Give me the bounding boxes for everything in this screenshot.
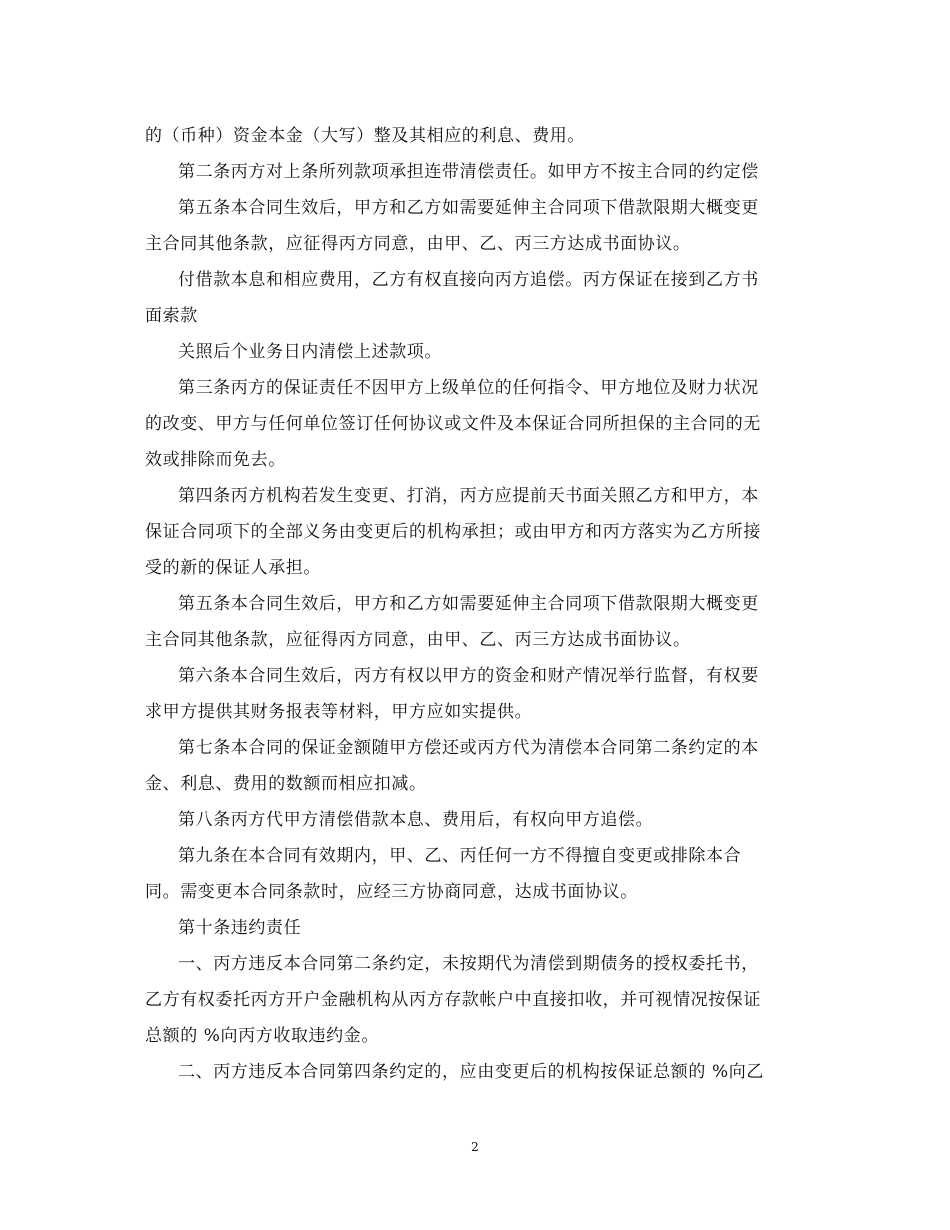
text-line: 第四条丙方机构若发生变更、打消，丙方应提前天书面关照乙方和甲方，本 — [178, 486, 759, 506]
text-line: 二、丙方违反本合同第四条约定的，应由变更后的机构按保证总额的 %向乙 — [178, 1062, 764, 1082]
text-line: 乙方有权委托丙方开户金融机构从丙方存款帐户中直接扣收，并可视情况按保证 — [145, 990, 761, 1010]
text-line: 一、丙方违反本合同第二条约定，未按期代为清偿到期债务的授权委托书， — [178, 954, 759, 974]
text-line: 主合同其他条款，应征得丙方同意，由甲、乙、丙三方达成书面协议。 — [145, 234, 691, 254]
text-line: 第三条丙方的保证责任不因甲方上级单位的任何指令、甲方地位及财力状况 — [178, 378, 759, 398]
page-number: 2 — [471, 1140, 479, 1154]
text-line: 第五条本合同生效后，甲方和乙方如需要延伸主合同项下借款限期大概变更 — [178, 198, 759, 218]
text-line: 同。需变更本合同条款时，应经三方协商同意，达成书面协议。 — [145, 882, 638, 902]
text-line: 第十条违约责任 — [178, 918, 302, 938]
text-line: 面索款 — [145, 306, 198, 326]
text-line: 关照后个业务日内清偿上述款项。 — [178, 342, 442, 362]
text-line: 的改变、甲方与任何单位签订任何协议或文件及本保证合同所担保的主合同的无 — [145, 414, 761, 434]
text-line: 保证合同项下的全部义务由变更后的机构承担；或由甲方和丙方落实为乙方所接 — [145, 522, 761, 542]
text-line: 的（币种）资金本金（大写）整及其相应的利息、费用。 — [145, 126, 585, 146]
text-line: 效或排除而免去。 — [145, 450, 286, 470]
text-line: 第二条丙方对上条所列款项承担连带清偿责任。如甲方不按主合同的约定偿 — [178, 162, 759, 182]
text-line: 第八条丙方代甲方清偿借款本息、费用后，有权向甲方追偿。 — [178, 810, 654, 830]
text-line: 第七条本合同的保证金额随甲方偿还或丙方代为清偿本合同第二条约定的本 — [178, 738, 759, 758]
text-line: 主合同其他条款，应征得丙方同意，由甲、乙、丙三方达成书面协议。 — [145, 630, 691, 650]
text-line: 金、利息、费用的数额而相应扣减。 — [145, 774, 427, 794]
text-line: 求甲方提供其财务报表等材料，甲方应如实提供。 — [145, 702, 533, 722]
text-line: 第九条在本合同有效期内，甲、乙、丙任何一方不得擅自变更或排除本合 — [178, 846, 742, 866]
text-line: 第五条本合同生效后，甲方和乙方如需要延伸主合同项下借款限期大概变更 — [178, 594, 759, 614]
text-line: 第六条本合同生效后，丙方有权以甲方的资金和财产情况举行监督，有权要 — [178, 666, 759, 686]
text-line: 受的新的保证人承担。 — [145, 558, 321, 578]
text-line: 总额的 %向丙方收取违约金。 — [145, 1026, 379, 1046]
text-line: 付借款本息和相应费用，乙方有权直接向丙方追偿。丙方保证在接到乙方书 — [178, 270, 759, 290]
